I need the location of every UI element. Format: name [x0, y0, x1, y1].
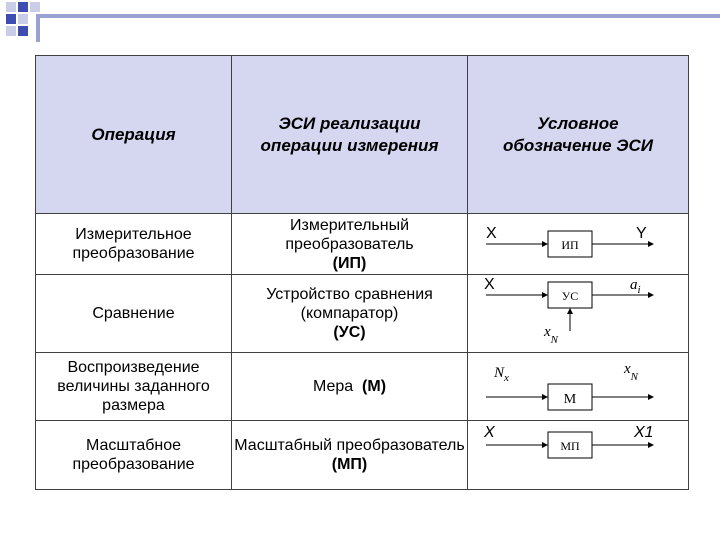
- table-row: [36, 275, 689, 353]
- device-text: Мера: [312, 378, 354, 395]
- symbol-cell: [468, 214, 689, 275]
- output-label: a: [630, 277, 638, 293]
- output-subscript: N: [630, 371, 639, 383]
- table-header-row: [36, 56, 689, 214]
- input-subscript: x: [504, 372, 509, 384]
- output-subscript: i: [637, 284, 641, 296]
- device-cell: [232, 275, 468, 353]
- device-abbr: (ИП): [332, 254, 367, 272]
- input-label: X: [486, 225, 497, 242]
- input-label: X: [484, 424, 495, 441]
- operation-cell: Сравнение: [36, 275, 232, 353]
- device-abbr: (МП): [331, 456, 368, 473]
- box-label: ИП: [561, 238, 579, 252]
- device-abbr: (М): [362, 378, 387, 395]
- svg-text:ai: [630, 277, 641, 296]
- symbol-cell: [468, 421, 689, 490]
- box-label: МП: [560, 439, 580, 453]
- input-label: N: [494, 365, 505, 381]
- box-label: УС: [561, 289, 579, 303]
- operation-text: Масштабное преобразование: [72, 437, 195, 473]
- input-label: X: [484, 276, 495, 293]
- header-symbol-text: Условное обозначение ЭСИ: [503, 113, 653, 155]
- header-symbol: [468, 56, 689, 214]
- header-operation: Операция: [36, 56, 232, 214]
- header-implementation-text: ЭСИ реализации операции измерения: [260, 113, 439, 155]
- operation-cell: [36, 214, 232, 275]
- device-cell: [232, 421, 468, 490]
- operation-text: Измерительное преобразование: [72, 226, 195, 262]
- device-text: Масштабный преобразователь: [234, 437, 465, 454]
- device-cell: [232, 214, 468, 275]
- output-label: x: [624, 361, 631, 377]
- decorative-left-line: [36, 14, 40, 42]
- device-cell: [232, 353, 468, 421]
- operation-text: Воспроизведение величины заданного размера: [57, 359, 210, 414]
- symbol-cell: [468, 275, 689, 353]
- output-label: Y: [636, 225, 647, 242]
- ip-diagram: [468, 214, 688, 274]
- us-diagram: [468, 275, 688, 352]
- device-abbr: (УС): [333, 324, 366, 341]
- device-text: Устройство сравнения (компаратор): [266, 286, 433, 322]
- m-diagram: [468, 353, 688, 420]
- device-text: Измерительный преобразователь: [285, 216, 414, 253]
- mp-diagram: [468, 421, 688, 489]
- decorative-top-line: [36, 14, 720, 18]
- svg-text:xN: [543, 324, 559, 346]
- esi-table: [35, 55, 689, 490]
- symbol-cell: [468, 353, 689, 421]
- ref-subscript: N: [550, 334, 559, 346]
- table-row: [36, 421, 689, 490]
- table-row: [36, 353, 689, 421]
- header-implementation: [232, 56, 468, 214]
- svg-text:xN: [623, 361, 639, 383]
- svg-text:Nx: [493, 365, 509, 384]
- ref-label: x: [544, 324, 551, 340]
- operation-cell: [36, 353, 232, 421]
- table-row: [36, 214, 689, 275]
- operation-cell: [36, 421, 232, 490]
- output-label: X1: [634, 424, 654, 441]
- box-label: М: [563, 392, 577, 407]
